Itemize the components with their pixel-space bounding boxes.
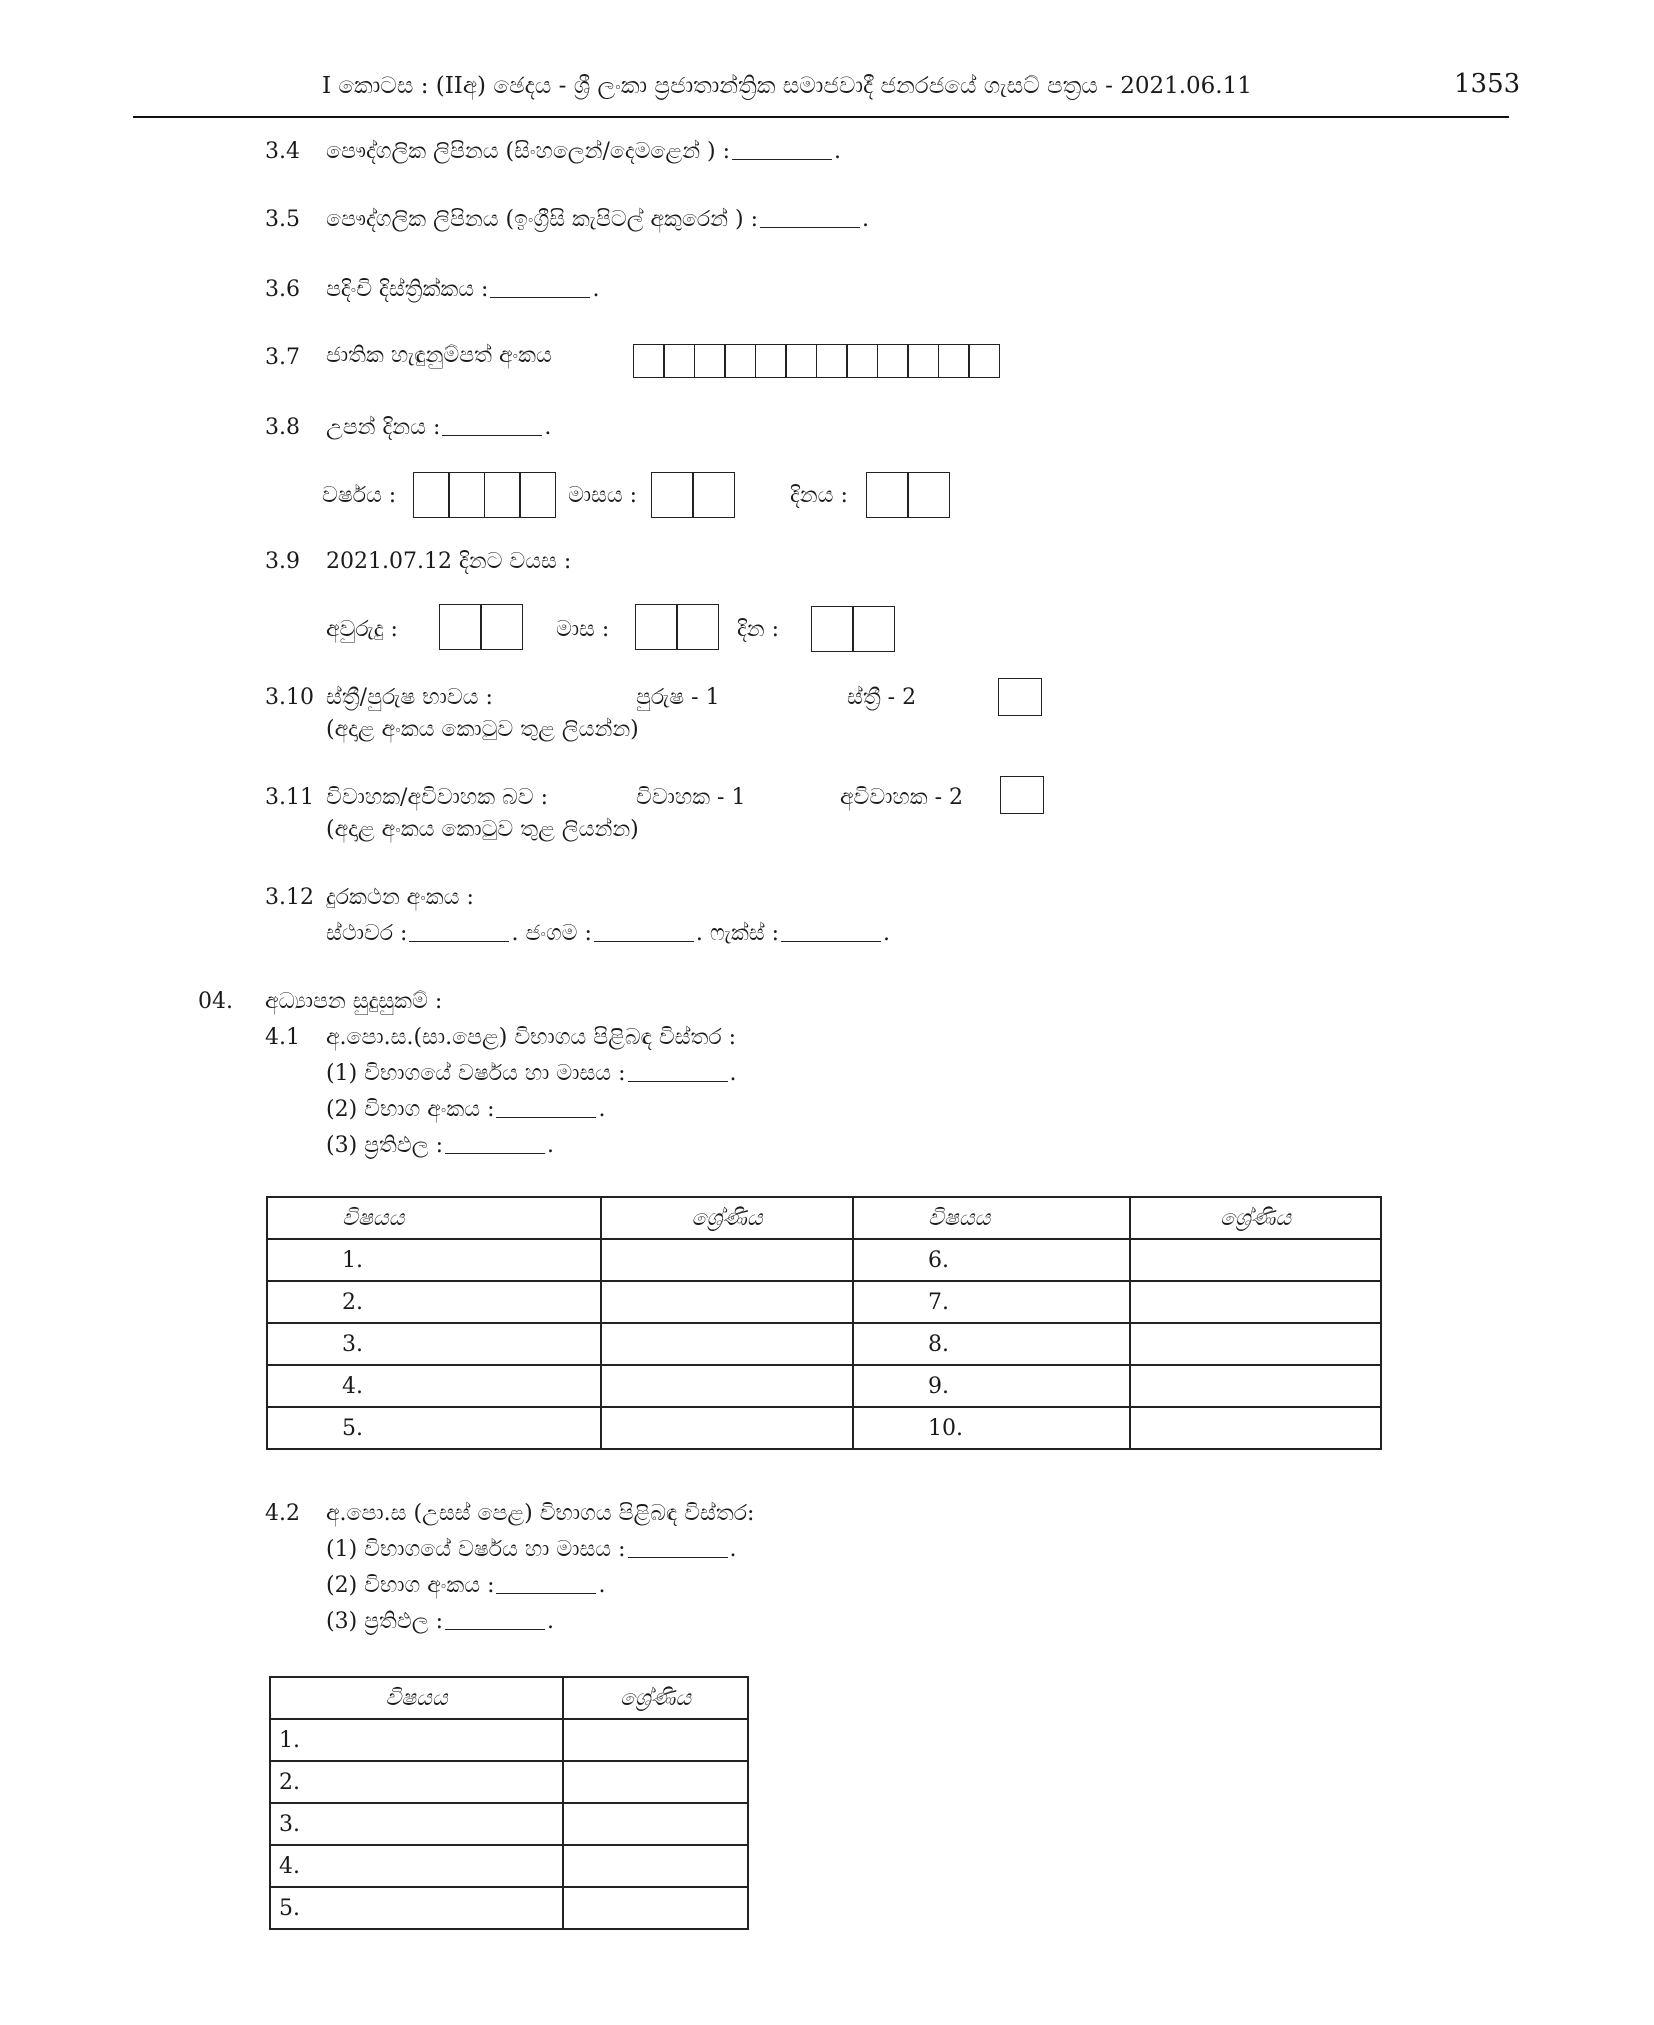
married-option: විවාහක - 1 bbox=[636, 785, 746, 810]
item-number: 3.7 bbox=[265, 345, 300, 370]
dob-label: උපන් දිනය : . bbox=[326, 415, 552, 440]
marital-status-label: විවාහක/අවිවාහක බව : bbox=[326, 785, 549, 810]
column-header: විෂයය bbox=[267, 1197, 601, 1239]
item-number: 3.11 bbox=[265, 785, 314, 810]
section-title: අධ්‍යාපන සුදුසුකම් : bbox=[265, 989, 443, 1014]
table-row: 1. bbox=[270, 1719, 748, 1761]
ol-index-number: (2) විභාග අංකය : . bbox=[326, 1097, 606, 1122]
blank-line bbox=[445, 1139, 545, 1154]
unmarried-option: අවිවාහක - 2 bbox=[840, 785, 964, 810]
column-header: විෂයය bbox=[853, 1197, 1130, 1239]
column-header: විෂයය bbox=[270, 1677, 563, 1719]
gender-label: ස්ත්‍රී/පුරුෂ භාවය : bbox=[326, 685, 493, 710]
ol-results-table bbox=[266, 1196, 1382, 1450]
day-label: දිනය : bbox=[790, 483, 848, 508]
address-sinhala-tamil-label: පෞද්ගලික ලිපිනය (සිංහලෙන්/දෙමළෙන් ) : . bbox=[326, 139, 842, 164]
column-header: ශ්‍රේණිය bbox=[601, 1197, 853, 1239]
year-label: වර්ෂය : bbox=[322, 483, 397, 508]
blank-line bbox=[442, 421, 542, 436]
instruction-note: (අදාළ අංකය කොටුව තුළ ලියන්න) bbox=[326, 717, 639, 742]
age-label: 2021.07.12 දිනට වයස : bbox=[326, 549, 572, 574]
address-english-label: පෞද්ගලික ලිපිනය (ඉංග්‍රීසි කැපිටල් අකුරෙන් ) : . bbox=[326, 207, 870, 232]
dob-month-boxes[interactable] bbox=[652, 472, 735, 518]
age-days-boxes[interactable] bbox=[812, 606, 895, 652]
blank-line bbox=[445, 1615, 545, 1630]
month-label: මාසය : bbox=[568, 483, 638, 508]
blank-line bbox=[594, 927, 694, 942]
table-row: 5. bbox=[270, 1887, 748, 1929]
table-row: 3. 8. bbox=[267, 1323, 1381, 1365]
phone-label: දුරකථන අංකය : bbox=[326, 885, 474, 910]
column-header: ශ්‍රේණිය bbox=[563, 1677, 748, 1719]
header-title: I කොටස : (IIඅ) ඡෙදය - ශ්‍රී ලංකා ප්‍රජාතාන්ත්‍රික සමාජවාදී ජනරජයේ ගැසට් පත්‍රය - 2021.06.11 bbox=[322, 73, 1252, 99]
al-index-number: (2) විභාග අංකය : . bbox=[326, 1573, 606, 1598]
column-header: ශ්‍රේණිය bbox=[1130, 1197, 1381, 1239]
al-details-label: අ.පො.ස (උසස් පෙළ) විභාගය පිළිබඳ විස්තර: bbox=[326, 1501, 755, 1526]
ol-year-month: (1) විභාගයේ වර්ෂය හා මාසය : . bbox=[326, 1061, 737, 1086]
table-row: 5. 10. bbox=[267, 1407, 1381, 1449]
table-row: 1. 6. bbox=[267, 1239, 1381, 1281]
blank-line bbox=[490, 283, 590, 298]
gender-female-option: ස්ත්‍රී - 2 bbox=[847, 685, 917, 710]
item-number: 3.10 bbox=[265, 685, 314, 710]
item-number: 3.12 bbox=[265, 885, 314, 910]
item-number: 3.8 bbox=[265, 415, 300, 440]
item-number: 4.1 bbox=[265, 1025, 300, 1050]
al-results: (3) ප්‍රතිඵල : . bbox=[326, 1609, 554, 1634]
age-days-label: දින : bbox=[737, 617, 780, 642]
blank-line bbox=[496, 1103, 596, 1118]
section-number: 04. bbox=[198, 989, 233, 1014]
table-row: 4. 9. bbox=[267, 1365, 1381, 1407]
age-years-label: අවුරුදු : bbox=[326, 617, 398, 642]
instruction-note: (අදාළ අංකය කොටුව තුළ ලියන්න) bbox=[326, 817, 639, 842]
nic-label: ජාතික හැඳුනුම්පත් අංකය bbox=[326, 343, 552, 368]
item-number: 3.5 bbox=[265, 207, 300, 232]
dob-year-boxes[interactable] bbox=[414, 472, 556, 518]
al-results-table bbox=[269, 1676, 749, 1930]
age-years-boxes[interactable] bbox=[440, 604, 523, 650]
dob-day-boxes[interactable] bbox=[867, 472, 950, 518]
district-label: පදිංචි දිස්ත්‍රික්කය : . bbox=[326, 277, 600, 302]
al-year-month: (1) විභාගයේ වර්ෂය හා මාසය : . bbox=[326, 1537, 737, 1562]
table-row: 3. bbox=[270, 1803, 748, 1845]
blank-line bbox=[760, 213, 860, 228]
gender-box[interactable] bbox=[998, 678, 1042, 716]
gender-male-option: පුරුෂ - 1 bbox=[636, 685, 720, 710]
item-number: 3.9 bbox=[265, 549, 300, 574]
age-months-boxes[interactable] bbox=[636, 604, 719, 650]
item-number: 3.6 bbox=[265, 277, 300, 302]
nic-boxes[interactable] bbox=[634, 344, 1000, 378]
table-header-row bbox=[270, 1677, 748, 1719]
table-row: 4. bbox=[270, 1845, 748, 1887]
item-number: 4.2 bbox=[265, 1501, 300, 1526]
age-months-label: මාස : bbox=[556, 617, 610, 642]
ol-details-label: අ.පො.ස.(සා.පෙළ) විභාගය පිළිබඳ විස්තර : bbox=[326, 1025, 737, 1050]
table-header-row bbox=[267, 1197, 1381, 1239]
item-number: 3.4 bbox=[265, 139, 300, 164]
page-number: 1353 bbox=[1454, 69, 1521, 99]
phone-fields: ස්ථාවර : . ජංගම : . ෆැක්ස් : . bbox=[326, 921, 891, 946]
blank-line bbox=[781, 927, 881, 942]
header-rule bbox=[133, 116, 1509, 118]
blank-line bbox=[628, 1543, 728, 1558]
ol-results: (3) ප්‍රතිඵල : . bbox=[326, 1133, 554, 1158]
table-row: 2. 7. bbox=[267, 1281, 1381, 1323]
blank-line bbox=[496, 1579, 596, 1594]
table-row: 2. bbox=[270, 1761, 748, 1803]
blank-line bbox=[409, 927, 509, 942]
marital-status-box[interactable] bbox=[1000, 776, 1044, 814]
blank-line bbox=[628, 1067, 728, 1082]
blank-line bbox=[732, 145, 832, 160]
